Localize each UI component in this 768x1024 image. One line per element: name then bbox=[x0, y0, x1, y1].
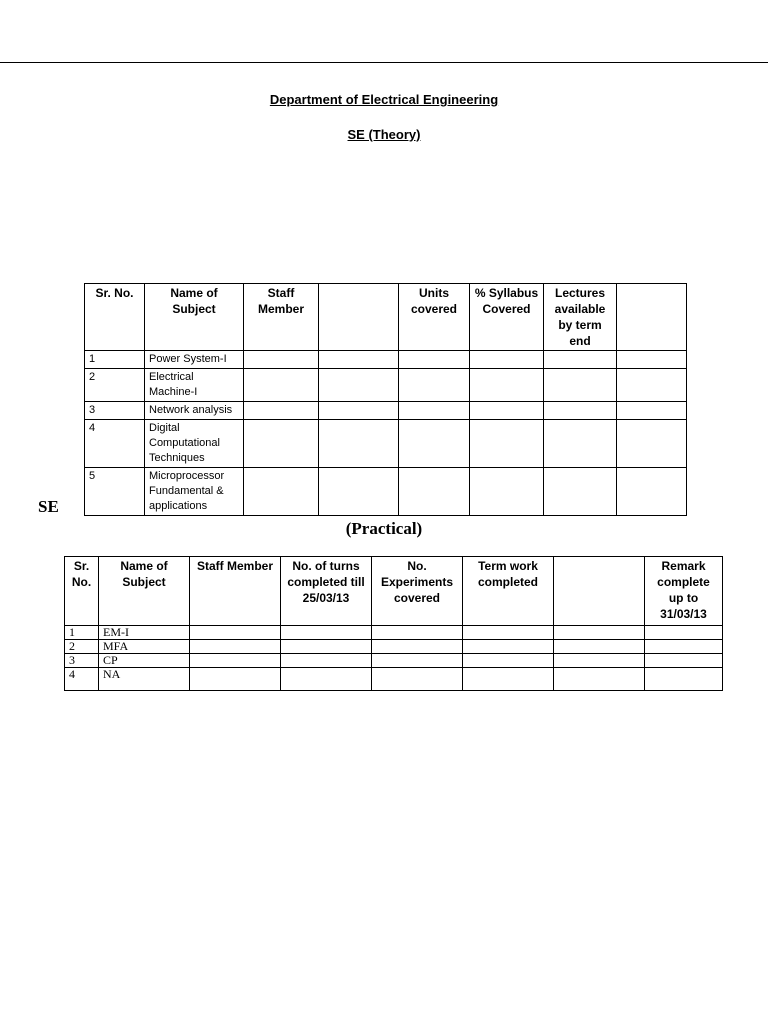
theory-col-blank-2 bbox=[617, 284, 687, 351]
theory-sr-cell: 1 bbox=[85, 351, 145, 369]
theory-empty-cell bbox=[319, 369, 399, 402]
practical-empty-cell bbox=[190, 654, 281, 668]
theory-empty-cell bbox=[319, 420, 399, 468]
practical-empty-cell bbox=[372, 668, 463, 691]
theory-empty-cell bbox=[244, 351, 319, 369]
theory-empty-cell bbox=[319, 468, 399, 516]
theory-empty-cell bbox=[244, 369, 319, 402]
theory-header-row bbox=[85, 284, 687, 351]
theory-sr-cell: 4 bbox=[85, 420, 145, 468]
practical-empty-cell bbox=[554, 654, 645, 668]
se-label: SE bbox=[38, 497, 59, 516]
theory-empty-cell bbox=[244, 468, 319, 516]
practical-empty-cell bbox=[645, 626, 723, 640]
theory-empty-cell bbox=[399, 402, 470, 420]
theory-empty-cell bbox=[470, 420, 544, 468]
practical-empty-cell bbox=[372, 626, 463, 640]
practical-subject-cell: EM-I bbox=[99, 626, 190, 640]
theory-col-lectures: Lectures available by term end bbox=[544, 284, 617, 351]
practical-col-sr: Sr. No. bbox=[65, 557, 99, 626]
practical-subject-cell: CP bbox=[99, 654, 190, 668]
theory-empty-cell bbox=[544, 402, 617, 420]
table-row bbox=[65, 654, 723, 668]
practical-empty-cell bbox=[190, 640, 281, 654]
theory-empty-cell bbox=[244, 420, 319, 468]
theory-subject-cell: Network analysis bbox=[145, 402, 244, 420]
practical-subject-cell: NA bbox=[99, 668, 190, 691]
theory-empty-cell bbox=[617, 402, 687, 420]
table-row bbox=[85, 351, 687, 369]
theory-table bbox=[84, 283, 687, 516]
theory-empty-cell bbox=[617, 468, 687, 516]
section-title-theory: SE (Theory) bbox=[347, 127, 421, 142]
theory-empty-cell bbox=[319, 351, 399, 369]
theory-subject-cell: Electrical Machine-I bbox=[145, 369, 244, 402]
theory-empty-cell bbox=[244, 402, 319, 420]
practical-empty-cell bbox=[554, 626, 645, 640]
table-row bbox=[65, 668, 723, 691]
practical-empty-cell bbox=[463, 668, 554, 691]
practical-empty-cell bbox=[463, 654, 554, 668]
practical-label: (Practical) bbox=[345, 519, 423, 538]
theory-empty-cell bbox=[470, 369, 544, 402]
theory-empty-cell bbox=[399, 351, 470, 369]
table-row bbox=[65, 640, 723, 654]
theory-subject-cell: Power System-I bbox=[145, 351, 244, 369]
theory-empty-cell bbox=[544, 369, 617, 402]
practical-empty-cell bbox=[281, 626, 372, 640]
theory-sr-cell: 3 bbox=[85, 402, 145, 420]
practical-empty-cell bbox=[281, 640, 372, 654]
practical-header-row bbox=[65, 557, 723, 626]
practical-table bbox=[64, 556, 723, 691]
practical-empty-cell bbox=[554, 668, 645, 691]
practical-sr-cell: 3 bbox=[65, 654, 99, 668]
theory-col-blank-1 bbox=[319, 284, 399, 351]
table-row bbox=[85, 468, 687, 516]
practical-empty-cell bbox=[645, 654, 723, 668]
theory-subject-cell: Microprocessor Fundamental & applications bbox=[145, 468, 244, 516]
practical-col-experiments: No. Experiments covered bbox=[372, 557, 463, 626]
practical-col-turns: No. of turns completed till 25/03/13 bbox=[281, 557, 372, 626]
department-title: Department of Electrical Engineering bbox=[269, 92, 499, 107]
practical-col-remark: Remark complete up to 31/03/13 bbox=[645, 557, 723, 626]
table-row bbox=[85, 420, 687, 468]
theory-empty-cell bbox=[544, 351, 617, 369]
table-row bbox=[85, 402, 687, 420]
theory-empty-cell bbox=[399, 420, 470, 468]
practical-empty-cell bbox=[281, 654, 372, 668]
theory-empty-cell bbox=[470, 351, 544, 369]
practical-col-blank bbox=[554, 557, 645, 626]
practical-sr-cell: 4 bbox=[65, 668, 99, 691]
theory-empty-cell bbox=[544, 468, 617, 516]
practical-empty-cell bbox=[372, 654, 463, 668]
theory-sr-cell: 2 bbox=[85, 369, 145, 402]
theory-empty-cell bbox=[319, 402, 399, 420]
theory-empty-cell bbox=[399, 369, 470, 402]
top-horizontal-rule bbox=[0, 62, 768, 63]
practical-empty-cell bbox=[281, 668, 372, 691]
practical-col-staff: Staff Member bbox=[190, 557, 281, 626]
theory-empty-cell bbox=[544, 420, 617, 468]
theory-col-subject: Name of Subject bbox=[145, 284, 244, 351]
theory-empty-cell bbox=[617, 351, 687, 369]
practical-empty-cell bbox=[463, 626, 554, 640]
practical-sr-cell: 2 bbox=[65, 640, 99, 654]
practical-empty-cell bbox=[463, 640, 554, 654]
practical-empty-cell bbox=[372, 640, 463, 654]
practical-empty-cell bbox=[190, 626, 281, 640]
practical-col-termwork: Term work completed bbox=[463, 557, 554, 626]
practical-empty-cell bbox=[554, 640, 645, 654]
theory-sr-cell: 5 bbox=[85, 468, 145, 516]
theory-col-staff: Staff Member bbox=[244, 284, 319, 351]
practical-subject-cell: MFA bbox=[99, 640, 190, 654]
practical-sr-cell: 1 bbox=[65, 626, 99, 640]
theory-empty-cell bbox=[399, 468, 470, 516]
table-row bbox=[85, 369, 687, 402]
practical-empty-cell bbox=[645, 668, 723, 691]
theory-empty-cell bbox=[617, 420, 687, 468]
theory-col-sr: Sr. No. bbox=[85, 284, 145, 351]
theory-col-syllabus: % Syllabus Covered bbox=[470, 284, 544, 351]
theory-subject-cell: Digital Computational Techniques bbox=[145, 420, 244, 468]
theory-col-units: Units covered bbox=[399, 284, 470, 351]
practical-empty-cell bbox=[645, 640, 723, 654]
theory-empty-cell bbox=[470, 402, 544, 420]
theory-empty-cell bbox=[617, 369, 687, 402]
table-row bbox=[65, 626, 723, 640]
theory-empty-cell bbox=[470, 468, 544, 516]
practical-empty-cell bbox=[190, 668, 281, 691]
practical-col-subject: Name of Subject bbox=[99, 557, 190, 626]
